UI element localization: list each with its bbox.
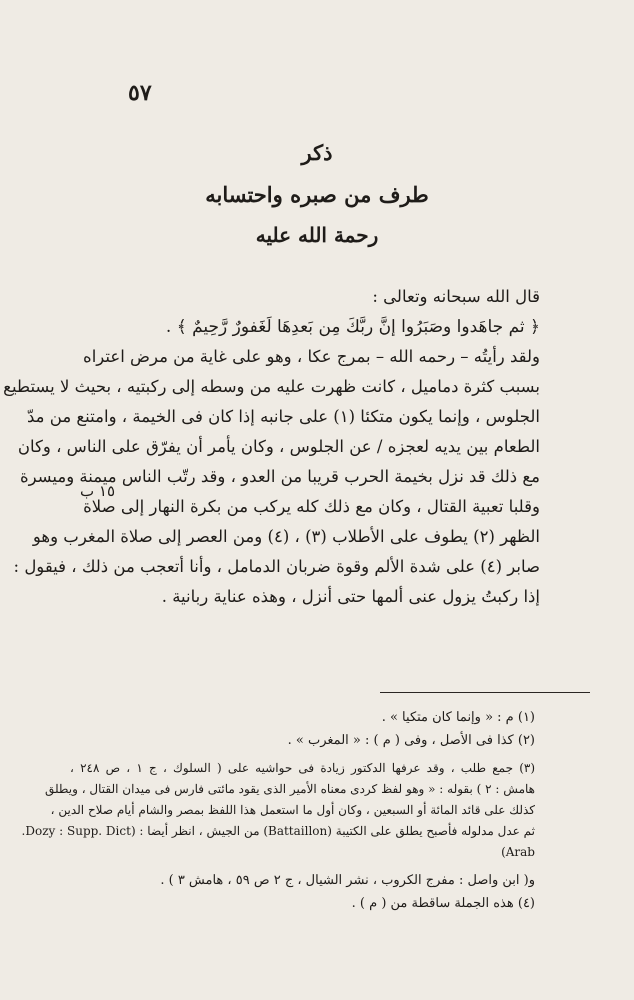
page-number: ٥٧ (128, 80, 152, 106)
heading-line-3: رحمة الله عليه (255, 223, 379, 247)
body-line: وقلبا تعبية القتال ، وكان مع ذلك كله يركب من بكرة النهار إلى صلاة (83, 497, 540, 516)
manuscript-folio-note: ١٥ ب (80, 482, 116, 500)
heading-line-1: ذكر (301, 140, 333, 165)
body-line: بسبب كثرة دماميل ، كانت ظهرت عليه من وسطه إلى ركبتيه ، بحيث لا يستطيع (3, 377, 540, 396)
body-line: ولقد رأيتُه – رحمه الله – بمرج عكا ، وهو على غاية من مرض اعتراه (83, 347, 540, 366)
body-line: مع ذلك قد نزل بخيمة الحرب قريبا من العدو ، وقد رتّب الناس ميمنة وميسرة (19, 467, 540, 486)
body-line: إذا ركبتُ يزول عنى ألمها حتى أنزل ، وهذه عناية ربانية . (161, 587, 540, 606)
footnote-divider (380, 692, 590, 693)
body-line: صابر (٤) على شدة الألم وقوة ضربان الدمامل ، وأنا أتعجب من ذلك ، فيقول : (13, 557, 540, 576)
footnotes (21, 706, 536, 915)
footnote-3-line: Arab) (501, 845, 535, 859)
footnote-4: (٤) هذه الجملة ساقطة من ( م ) . (351, 896, 535, 911)
quran-quote: ﴿ ثم جاهَدوا وصَبَرُوا إنَّ ربَّكَ مِن بَعدِهَا لَغَفورٌ رَّحِيمٌ ﴾ . (165, 317, 540, 337)
footnote-1: (١) م : « وإنما كان متكيا » . (381, 710, 535, 725)
footnote-3-continued: و( ابن واصل : مفرج الكروب ، نشر الشيال ، ج ٢ ص ٥٩ ، هامش ٣ ) . (160, 873, 535, 888)
footnote-3-line: (٣) جمع طلب ، وقد عرفها الدكتور زيادة فى حواشيه على ( السلوك ، ج ١ ، ص ٢٤٨ ، (70, 761, 536, 775)
footnote-3-line: كذلك على قائد المائة أو السبعين ، وكان أول ما استعمل هذا اللفظ بمصر والشام أيام صلاح الدين ، (50, 803, 535, 817)
body-line: الظهر (٢) يطوف على الأطلاب (٣) ، (٤) ومن العصر إلى صلاة المغرب وهو (32, 527, 540, 546)
footnote-3-line: ثم عدل مدلوله فأصبح يطلق على الكتيبة (Battaillon) من الجيش ، انظر أيضا : (Dozy : Supp. Dict. (21, 824, 535, 838)
footnote-2: (٢) كذا فى الأصل ، وفى ( م ) : « المغرب » . (287, 733, 535, 748)
body-line: الطعام بين يديه لعجزه / عن الجلوس ، وكان يأمر أن يفرّق على الناس ، وكان (17, 437, 540, 456)
body-line: الجلوس ، وإنما يكون متكئا (١) على جانبه إذا كان فى الخيمة ، وامتنع من مدّ (27, 407, 540, 426)
section-heading (0, 138, 634, 250)
heading-line-2: طرف من صبره واحتسابه (205, 182, 429, 207)
footnote-3-line: هامش : ٢ ) بقوله : « وهو لفظ كردى معناه الأمير الذى يقود مائتى فارس فى ميدان القتال ، ويطلق (44, 782, 535, 796)
intro-line: قال الله سبحانه وتعالى : (372, 287, 540, 306)
